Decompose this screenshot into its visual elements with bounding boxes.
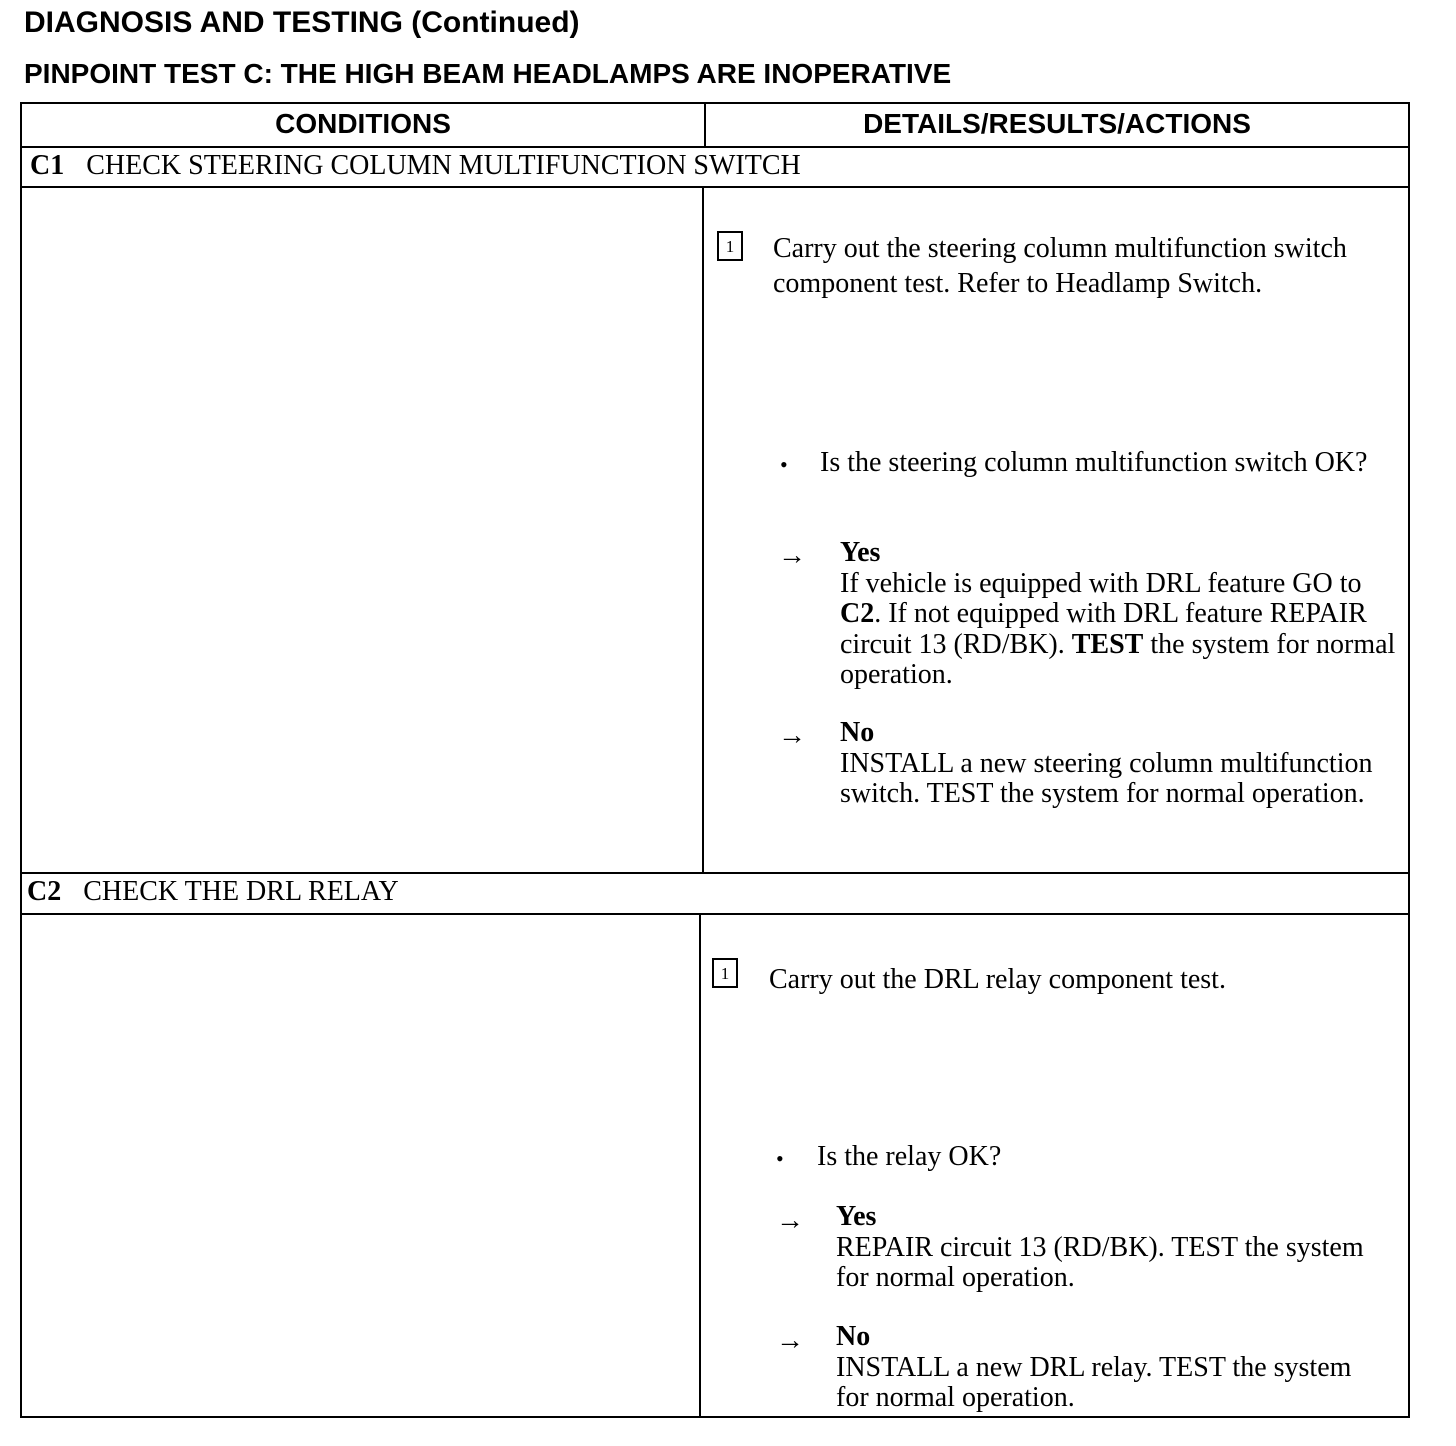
page-title: DIAGNOSIS AND TESTING (Continued): [24, 6, 580, 39]
step-c1-no-arrow-icon: →: [778, 720, 806, 751]
step-c2-action-number-box: 1: [712, 958, 738, 988]
pinpoint-test-title: PINPOINT TEST C: THE HIGH BEAM HEADLAMPS ARE INOPERATIVE: [24, 58, 952, 89]
step-c2-question-bullet: •: [776, 1146, 784, 1171]
step-c2-yes-result: [836, 1202, 1376, 1294]
step-c1-yes-ref: C2: [840, 598, 875, 629]
step-c2-no-arrow-icon: →: [776, 1325, 804, 1356]
step-c2-no-label: No: [836, 1321, 871, 1352]
column-divider-c2: [699, 913, 701, 1418]
step-c2-no-text: INSTALL a new DRL relay. TEST the system for normal operation.: [836, 1351, 1352, 1413]
step-c1-yes-label: Yes: [840, 537, 881, 568]
step-c1-yes-text: If vehicle is equipped with DRL feature GO to C2. If not equipped with DRL feature REPAIR circuit 13 (RD/BK). TEST the system for normal operation.: [840, 567, 1396, 690]
step-c2-yes-text: REPAIR circuit 13 (RD/BK). TEST the system for normal operation.: [836, 1231, 1364, 1293]
step-c2-yes-label: Yes: [836, 1201, 877, 1232]
step-c1-question: Is the steering column multifunction switch OK?: [820, 447, 1368, 478]
step-c2-action-text: Carry out the DRL relay component test.: [769, 964, 1226, 995]
step-c2-heading: [27, 876, 399, 908]
step-c1-action-text: Carry out the steering column multifunction switch component test. Refer to Headlamp Switch.: [773, 233, 1347, 299]
table-rule-c2-title: [20, 913, 1410, 915]
step-c1-heading: [30, 150, 801, 182]
table-rule-header: [20, 146, 1410, 148]
step-c1-question-bullet: •: [780, 452, 788, 477]
step-c2-id: C2: [27, 876, 62, 907]
step-c1-no-text: INSTALL a new steering column multifunction switch. TEST the system for normal operation.: [840, 747, 1373, 809]
table-rule-c1-title: [20, 186, 1410, 188]
step-c1-id: C1: [30, 150, 65, 181]
step-c2-title: CHECK THE DRL RELAY: [83, 876, 399, 907]
step-c2-question: Is the relay OK?: [817, 1141, 1002, 1172]
step-c1-yes-arrow-icon: →: [778, 540, 806, 571]
column-header-details: DETAILS/RESULTS/ACTIONS: [863, 108, 1251, 139]
step-c1-no-result: [840, 718, 1395, 810]
step-c1-action-number-box: 1: [717, 231, 743, 261]
step-c1-no-label: No: [840, 717, 875, 748]
step-c1-title: CHECK STEERING COLUMN MULTIFUNCTION SWITCH: [86, 150, 801, 181]
step-c1-yes-result: [840, 538, 1400, 691]
step-c2-no-result: [836, 1322, 1366, 1414]
column-divider-c1: [702, 186, 704, 873]
table-rule-c1-end: [20, 872, 1410, 874]
column-header-conditions: CONDITIONS: [275, 108, 451, 139]
step-c2-yes-arrow-icon: →: [776, 1205, 804, 1236]
